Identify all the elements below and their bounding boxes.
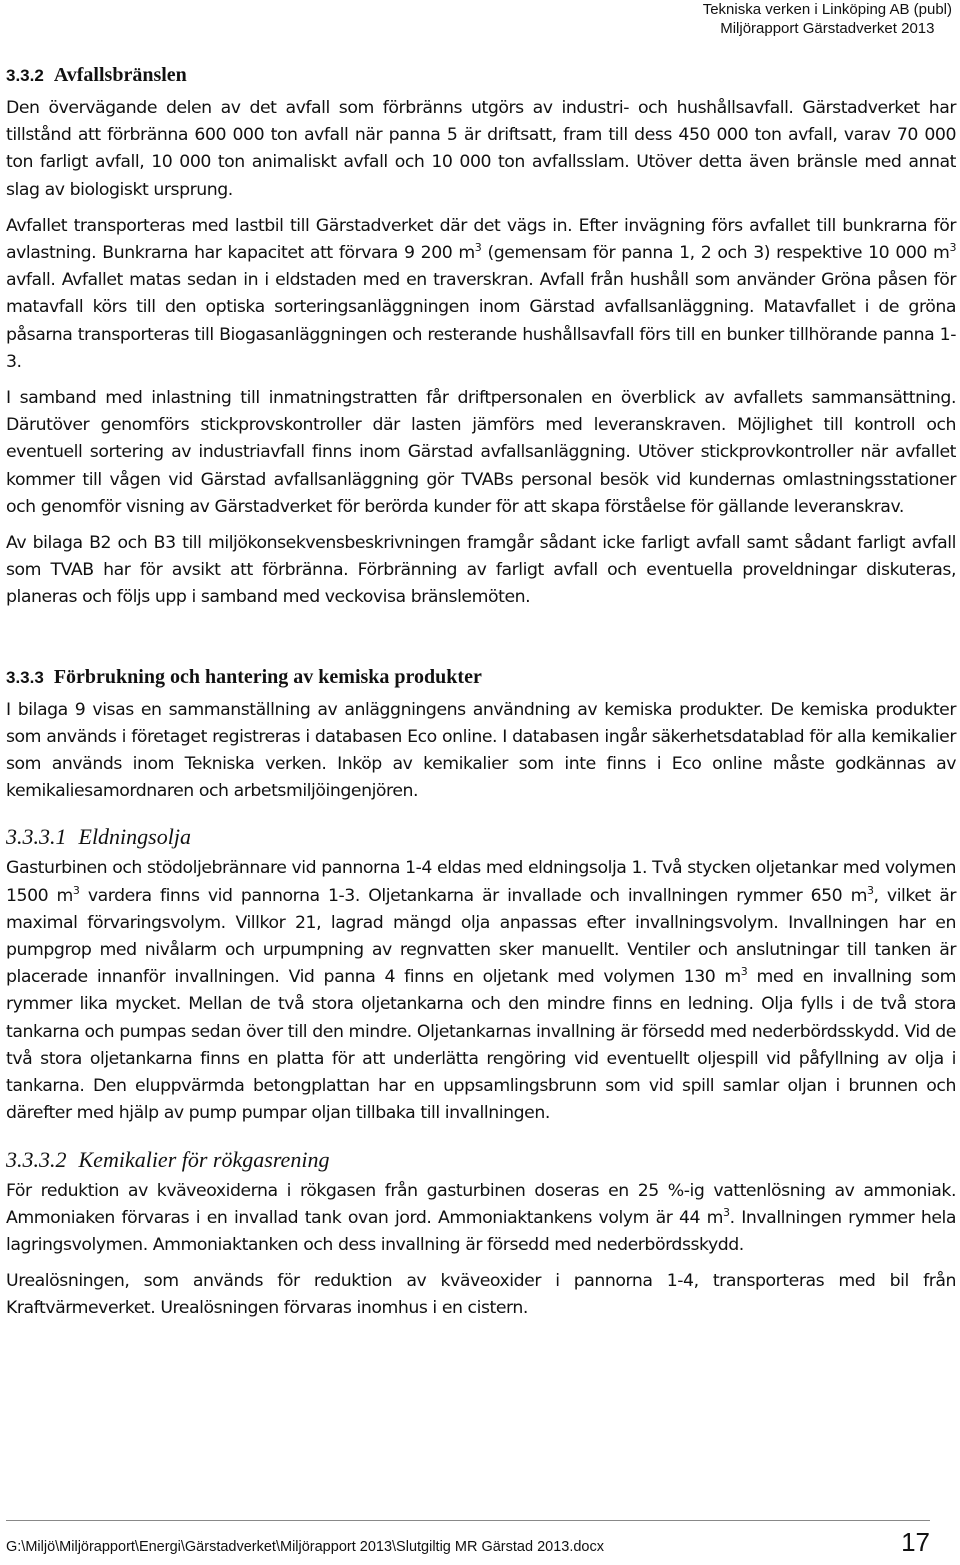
page-number: 17 [901, 1527, 930, 1557]
page-header [703, 0, 952, 38]
paragraph: Den övervägande delen av det avfall som förbränns utgörs av industri- och hushållsavfall. Gärstadverket har tillstånd att förbränna 600 000 ton avfall när panna 5 är driftsatt, fram till dess 450 000 ton avfall, varav 70 000 ton farligt avfall, 10 000 ton animaliskt avfall och 10 000 ton avfallsslam. Utöver detta även bränsle med annat slag av biologiskt ursprung. [6, 98, 956, 200]
paragraph: Urealösningen, som används för reduktion av kväveoxider i pannorna 1-4, transporteras med bil från Kraftvärmeverket. Urealösningen förvaras inomhus i en cistern. [6, 1271, 956, 1319]
header-report-title: Miljörapport Gärstadverket 2013 [720, 20, 935, 37]
section-heading-3-3-3 [6, 664, 956, 691]
header-company: Tekniska verken i Linköping AB (publ) [702, 1, 952, 18]
paragraph: Gasturbinen och stödoljebrännare vid pannorna 1-4 eldas med eldningsolja 1. Två stycken oljetankar med volymen 1500 $m^3$ vardera finns vid pannorna 1-3. Oljetankarna är invallade och invallningen rymmer 650 $m^3$, vilket är maximal förvaringsvolym. Villkor 21, lagrad mängd olja anpassas efter invallningsvolym. Invallningen har en pumpgrop med nivålarm och urpumpning av regnvatten sker manuellt. Ventiler och anslutningar till tanken är placerade innanför invallningen. Vid panna 4 finns en oljetank med volymen 130 $m^3$ med en invallning som rymmer lika mycket. Mellan de två stora oljetankarna och den mindre finns en ledning. Olja fylls i de två stora tankarna och pumpas sedan över till den mindre. Oljetankarnas invallning är försedd med nederbördsskydd. Vid de två stora oljetankarna finns en platta för att underlätta rengöring vid eventuellt oljespill vid påfyllning av olja i tankarna. Den eluppvärmda betongplattan har en uppsamlingsbrunn som vid spill samlar oljan i brunnen och därefter med hjälp av pump pumpar oljan tillbaka till invallningen. [6, 858, 956, 1124]
section-number: 3.3.3.2 [6, 1146, 67, 1172]
paragraph: Avfallet transporteras med lastbil till Gärstadverket där det vägs in. Efter invägning förs avfallet till bunkrarna för avlastning. Bunkrarna har kapacitet att förvara 9 200 $m^3$ (gemensam för panna 1, 2 och 3) respektive 10 000 $m^3$ avfall. Avfallet matas sedan in i eldstaden med en traverskran. Avfall från hushåll som använder Gröna påsen för matavfall körs till den optiska sorteringsanläggningen inom Gärstad avfallsanläggning. Matavfallet i de gröna påsarna transporteras till Biogasanläggningen och resterande hushållsavfall förs till en bunker tillhörande panna 1-3. [6, 215, 956, 372]
paragraph: För reduktion av kväveoxiderna i rökgasen från gasturbinen doseras en 25 %-ig vattenlösning av ammoniak. Ammoniaken förvaras i en invallad tank ovan jord. Ammoniaktankens volym är 44 $m^3$. Invallningen rymmer hela lagringsvolymen. Ammoniaktanken och dess invallning är försedd med nederbördsskydd. [6, 1180, 956, 1255]
paragraph: Av bilaga B2 och B3 till miljökonsekvensbeskrivningen framgår sådant icke farligt avfall samt sådant farligt avfall som TVAB har för avsikt att förbränna. Förbränning av farligt avfall och eventuella proveldningar diskuteras, planeras och följs upp i samband med veckovisa bränslemöten. [6, 533, 956, 608]
section-heading-3-3-2 [6, 62, 956, 89]
section-title: Avfallsbränslen [53, 64, 187, 86]
section-heading-3-3-3-1 [6, 823, 956, 851]
footer-file-path: G:\Miljö\Miljörapport\Energi\Gärstadverket\Miljörapport 2013\Slutgiltig MR Gärstad 2013.docx [6, 1539, 604, 1555]
section-title: Förbrukning och hantering av kemiska produkter [53, 665, 482, 688]
page-footer [6, 1520, 930, 1557]
section-heading-3-3-3-2 [6, 1146, 956, 1174]
section-number: 3.3.3 [6, 667, 44, 687]
section-title: Kemikalier för rökgasrening [78, 1146, 330, 1172]
paragraph: I bilaga 9 visas en sammanställning av anläggningens användning av kemiska produkter. De kemiska produkter som används i företaget registreras i databasen Eco online. I databasen ingår säkerhetsdatablad för alla kemikalier som används inom Tekniska verken. Inköp av kemikalier som inte finns i Eco online måste godkännas av kemikaliesamordnaren och arbetsmiljöingenjören. [6, 699, 956, 802]
document-body [6, 62, 956, 1323]
section-title: Eldningsolja [78, 824, 191, 850]
section-number: 3.3.3.1 [6, 824, 67, 850]
section-number: 3.3.2 [6, 66, 44, 85]
paragraph: I samband med inlastning till inmatningstratten får driftpersonalen en överblick av avfallets sammansättning. Därutöver genomförs stickprovskontroller där lasten jämförs med leveranskraven. Möjlighet till kontroll och eventuell sortering av industriavfall finns inom Gärstad avfallsanläggning. Utöver stickprovkontroller när avfallet kommer till vågen vid Gärstad avfallsanläggning gör TVABs personal besök vid kundernas omlastningsstationer och genomför visning av Gärstadverket för berörda kunder för att skapa förståelse för gällande leveranskrav. [6, 388, 956, 517]
